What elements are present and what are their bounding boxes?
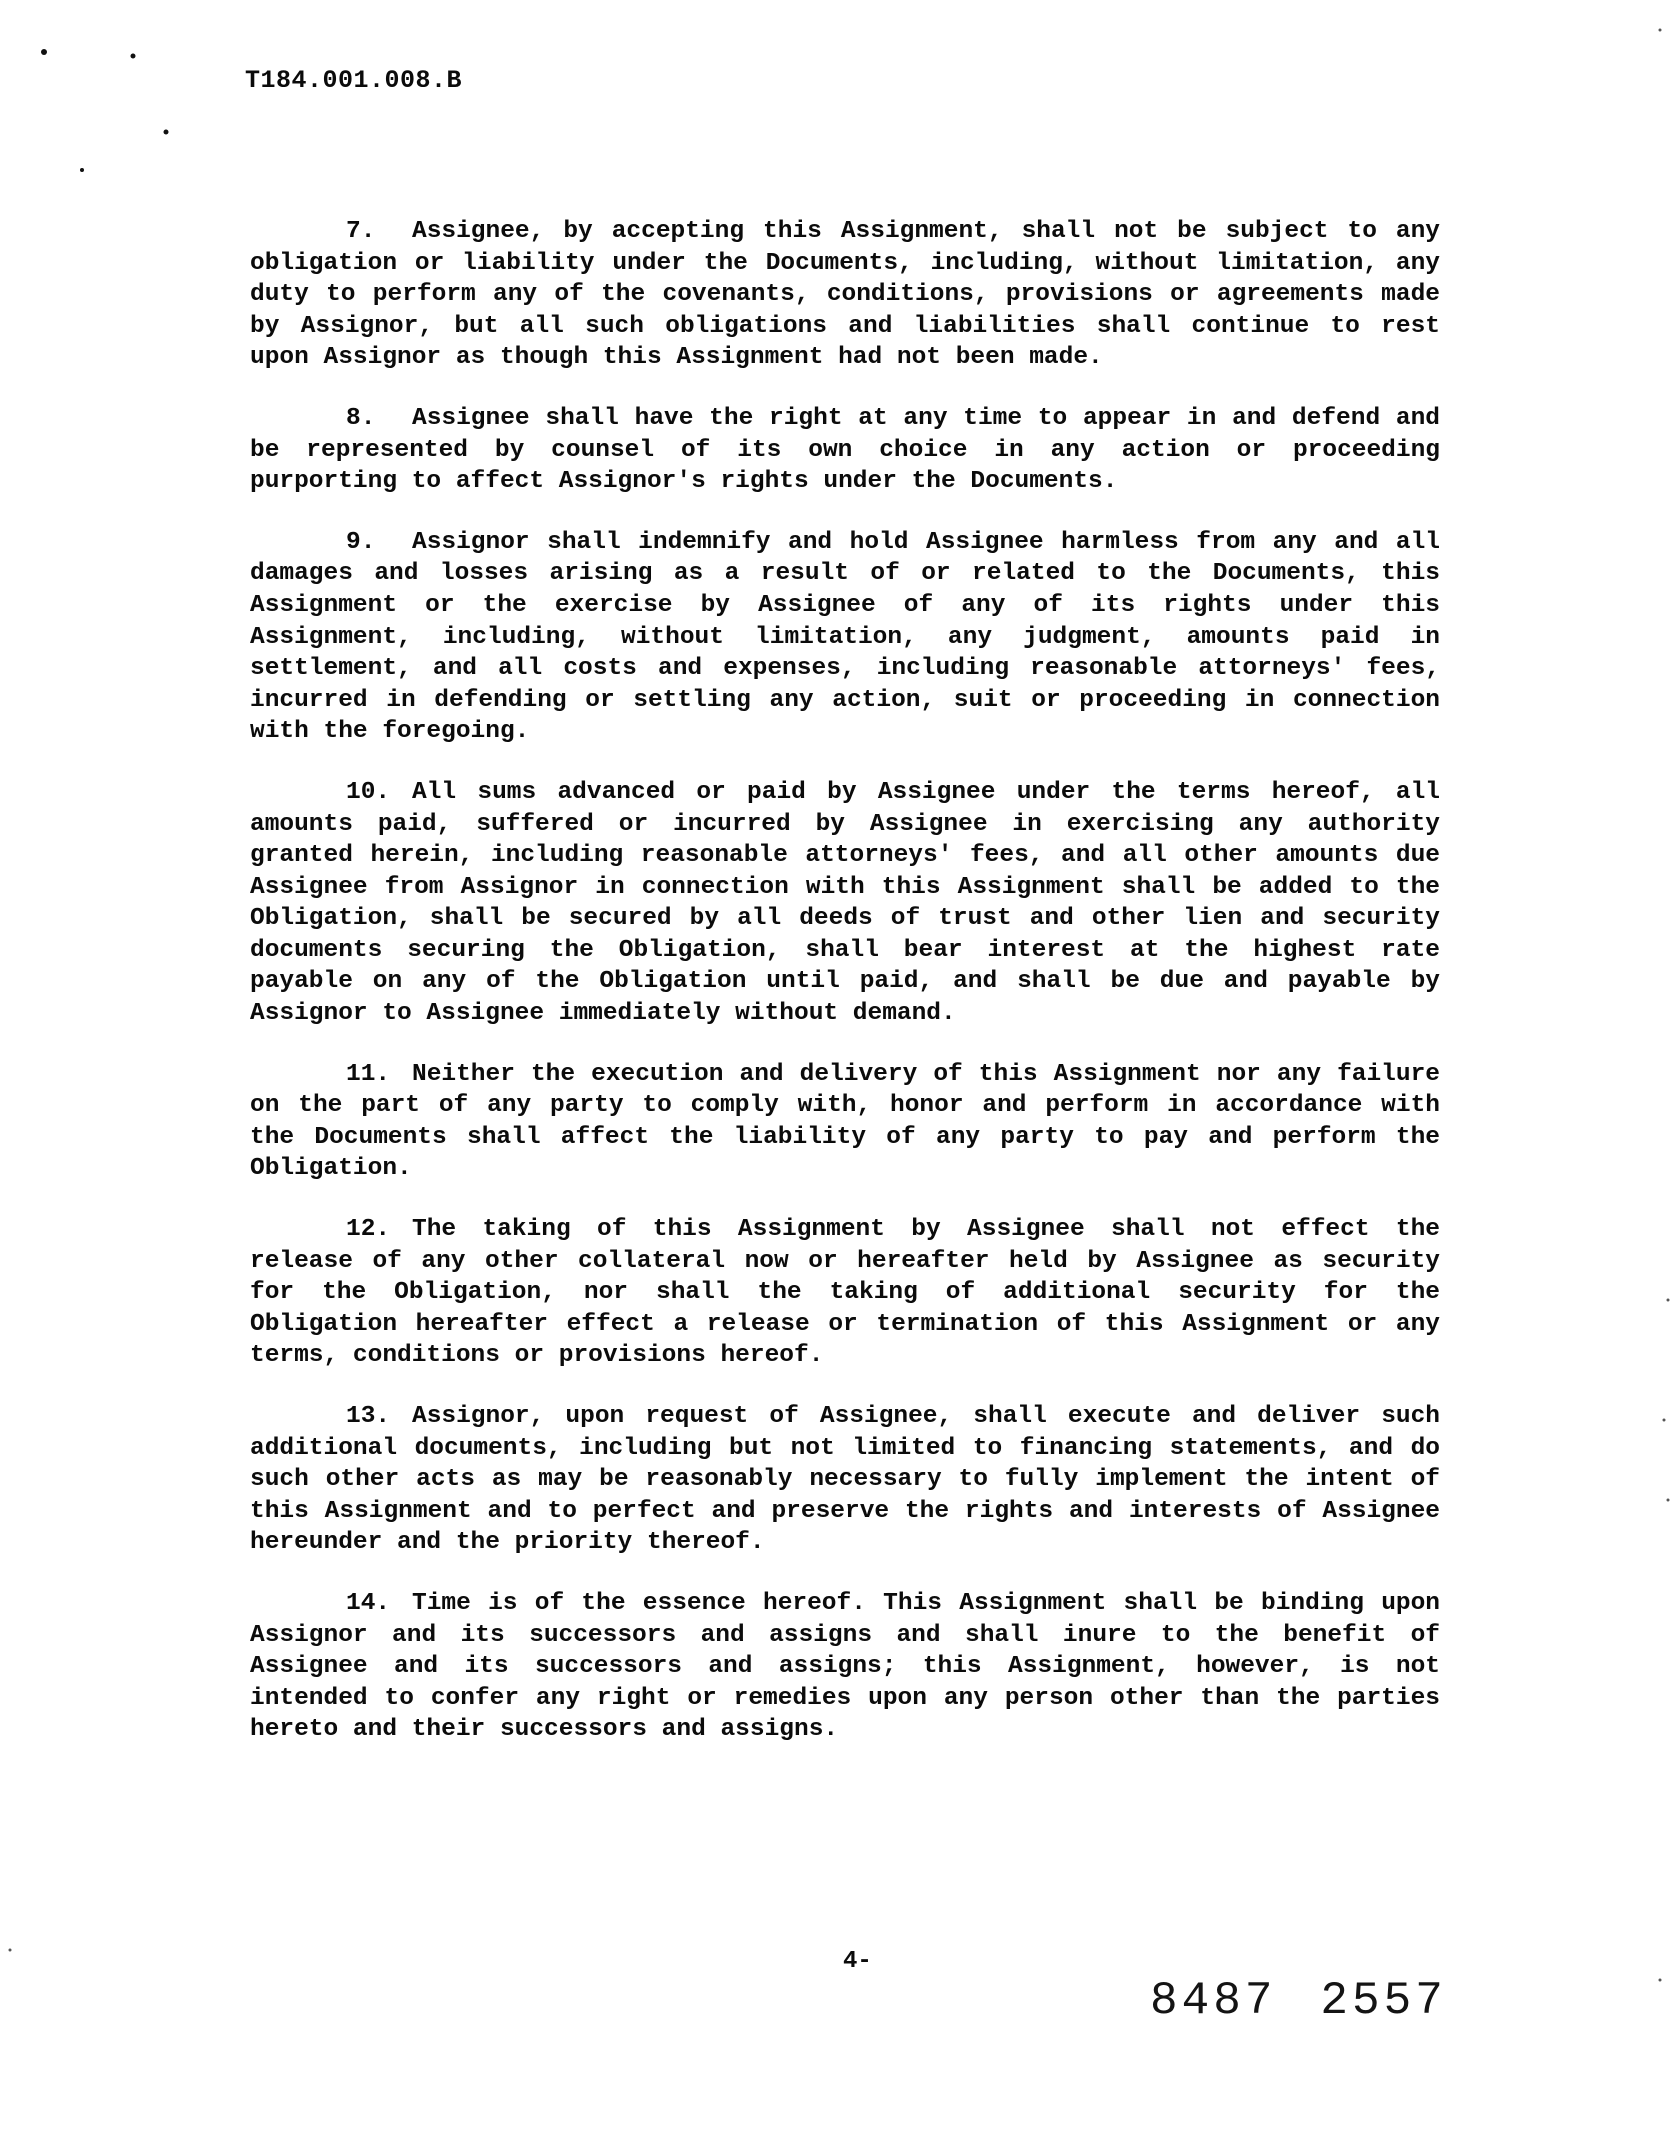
paragraph-number: 9.	[346, 528, 376, 556]
film-number-right: 2557	[1320, 1975, 1447, 2027]
film-number-left: 8487	[1150, 1975, 1277, 2027]
paragraph-number: 7.	[346, 218, 376, 245]
paragraph-text: Assignee, by accepting this Assignment, shall not be subject to any obligation or liability under the Documents, including, without limitation, any duty to perform any of the covenants, conditions, provisions or agreements made by Assignor, but all such obligations and liabilities shall continue to rest upon Assignor as though this Assignment had not been made.	[250, 218, 1440, 372]
paragraph-number: 11.	[346, 1060, 391, 1088]
paragraph-text: Assignee shall have the right at any time to appear in and defend and be represented by counsel of its own choice in any action or proceeding purporting to affect Assignor's rights under the Documents.	[250, 404, 1440, 496]
page-number: 4-	[843, 1948, 872, 1975]
paragraph-text: Neither the execution and delivery of this Assignment nor any failure on the part of any party to comply with, honor and perform in accordance with the Documents shall affect the liability of any party to pay and perform the Obligation.	[250, 1060, 1440, 1183]
paragraph-number: 12.	[346, 1216, 391, 1244]
paragraph-number: 14.	[346, 1589, 391, 1617]
paragraph-text: Time is of the essence hereof. This Assignment shall be binding upon Assignor and its successors and assigns and shall inure to the benefit of Assignee and its successors and assigns; this Assignment, however, is not intended to confer any right or remedies upon any person other than the parties hereto and their successors and assigns.	[250, 1589, 1440, 1744]
paragraph-text: The taking of this Assignment by Assignee shall not effect the release of any other collateral now or hereafter held by Assignee as security for the Obligation, nor shall the taking of additional security for the Obligation hereafter effect a release or termination of this Assignment or any terms, conditions or provisions hereof.	[250, 1216, 1440, 1370]
paragraph-number: 10.	[346, 778, 391, 806]
paragraph-text: Assignor shall indemnify and hold Assignee harmless from any and all damages and losses arising as a result of or related to the Documents, this Assignment or the exercise by Assignee of any of its rights under this Assignment, including, without limitation, any judgment, amounts paid in settlement, and all costs and expenses, including reasonable attorneys' fees, incurred in defending or settling any action, suit or proceeding in connection with the foregoing.	[250, 528, 1440, 746]
paragraph-text: Assignor, upon request of Assignee, shall execute and deliver such additional documents, including but not limited to financing statements, and do such other acts as may be reasonably necessary to fully implement the intent of this Assignment and to perfect and preserve the rights and interests of Assignee hereunder and the priority thereof.	[250, 1403, 1440, 1557]
paragraph-number: 8.	[346, 404, 376, 432]
paragraph-number: 13.	[346, 1403, 391, 1430]
paragraph-text: All sums advanced or paid by Assignee under the terms hereof, all amounts paid, suffered or incurred by Assignee in exercising any authority granted herein, including reasonable attorneys' fees, and all other amounts due Assignee from Assignor in connection with this Assignment shall be added to the Obligation, shall be secured by all deeds of trust and other lien and security documents securing the Obligation, shall bear interest at the highest rate payable on any of the Obligation until paid, and shall be due and payable by Assignor to Assignee immediately without demand.	[250, 778, 1440, 1028]
document-id: T184.001.008.B	[245, 66, 463, 95]
